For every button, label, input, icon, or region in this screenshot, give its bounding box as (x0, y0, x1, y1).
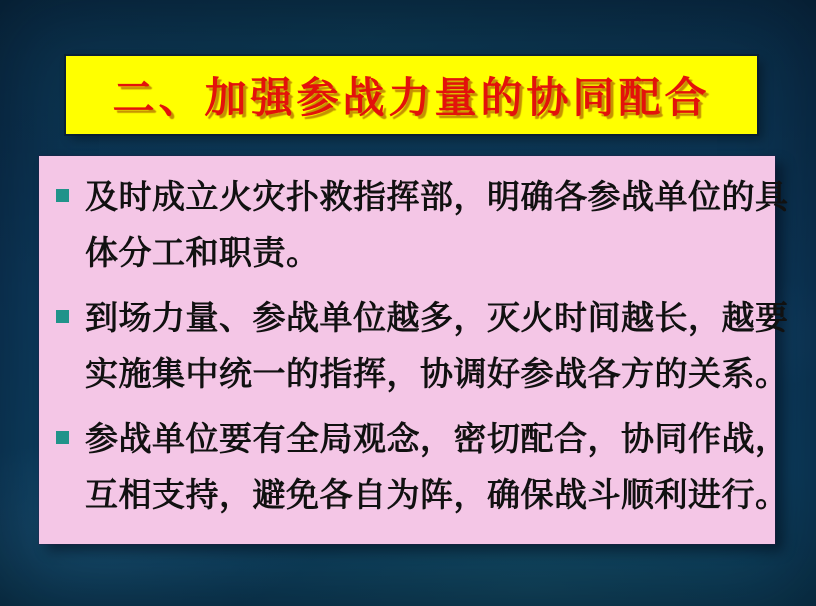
bullet-text (85, 411, 789, 523)
bullet-text (85, 169, 789, 281)
bullet-item (56, 169, 789, 281)
bullet-item (56, 411, 789, 523)
bullet-line: 实施集中统一的指挥，协调好参战各方的关系。 (85, 355, 789, 392)
bullet-text (85, 290, 789, 402)
content-panel (39, 156, 789, 544)
bullet-line: 及时成立火灾扑救指挥部，明确各参战单位的具 (85, 178, 789, 215)
slide-title: 二、加强参战力量的协同配合 (112, 74, 711, 121)
bullet-line: 参战单位要有全局观念，密切配合，协同作战， (85, 420, 789, 457)
bullet-item (56, 290, 789, 402)
bullet-line: 到场力量、参战单位越多，灭火时间越长，越要 (85, 299, 789, 336)
bullet-line: 体分工和职责。 (85, 234, 320, 271)
bullet-square-icon (56, 310, 69, 323)
bullet-square-icon (56, 431, 69, 444)
title-banner (66, 56, 757, 134)
bullet-square-icon (56, 189, 69, 202)
bullet-line: 互相支持，避免各自为阵，确保战斗顺利进行。 (85, 476, 789, 513)
